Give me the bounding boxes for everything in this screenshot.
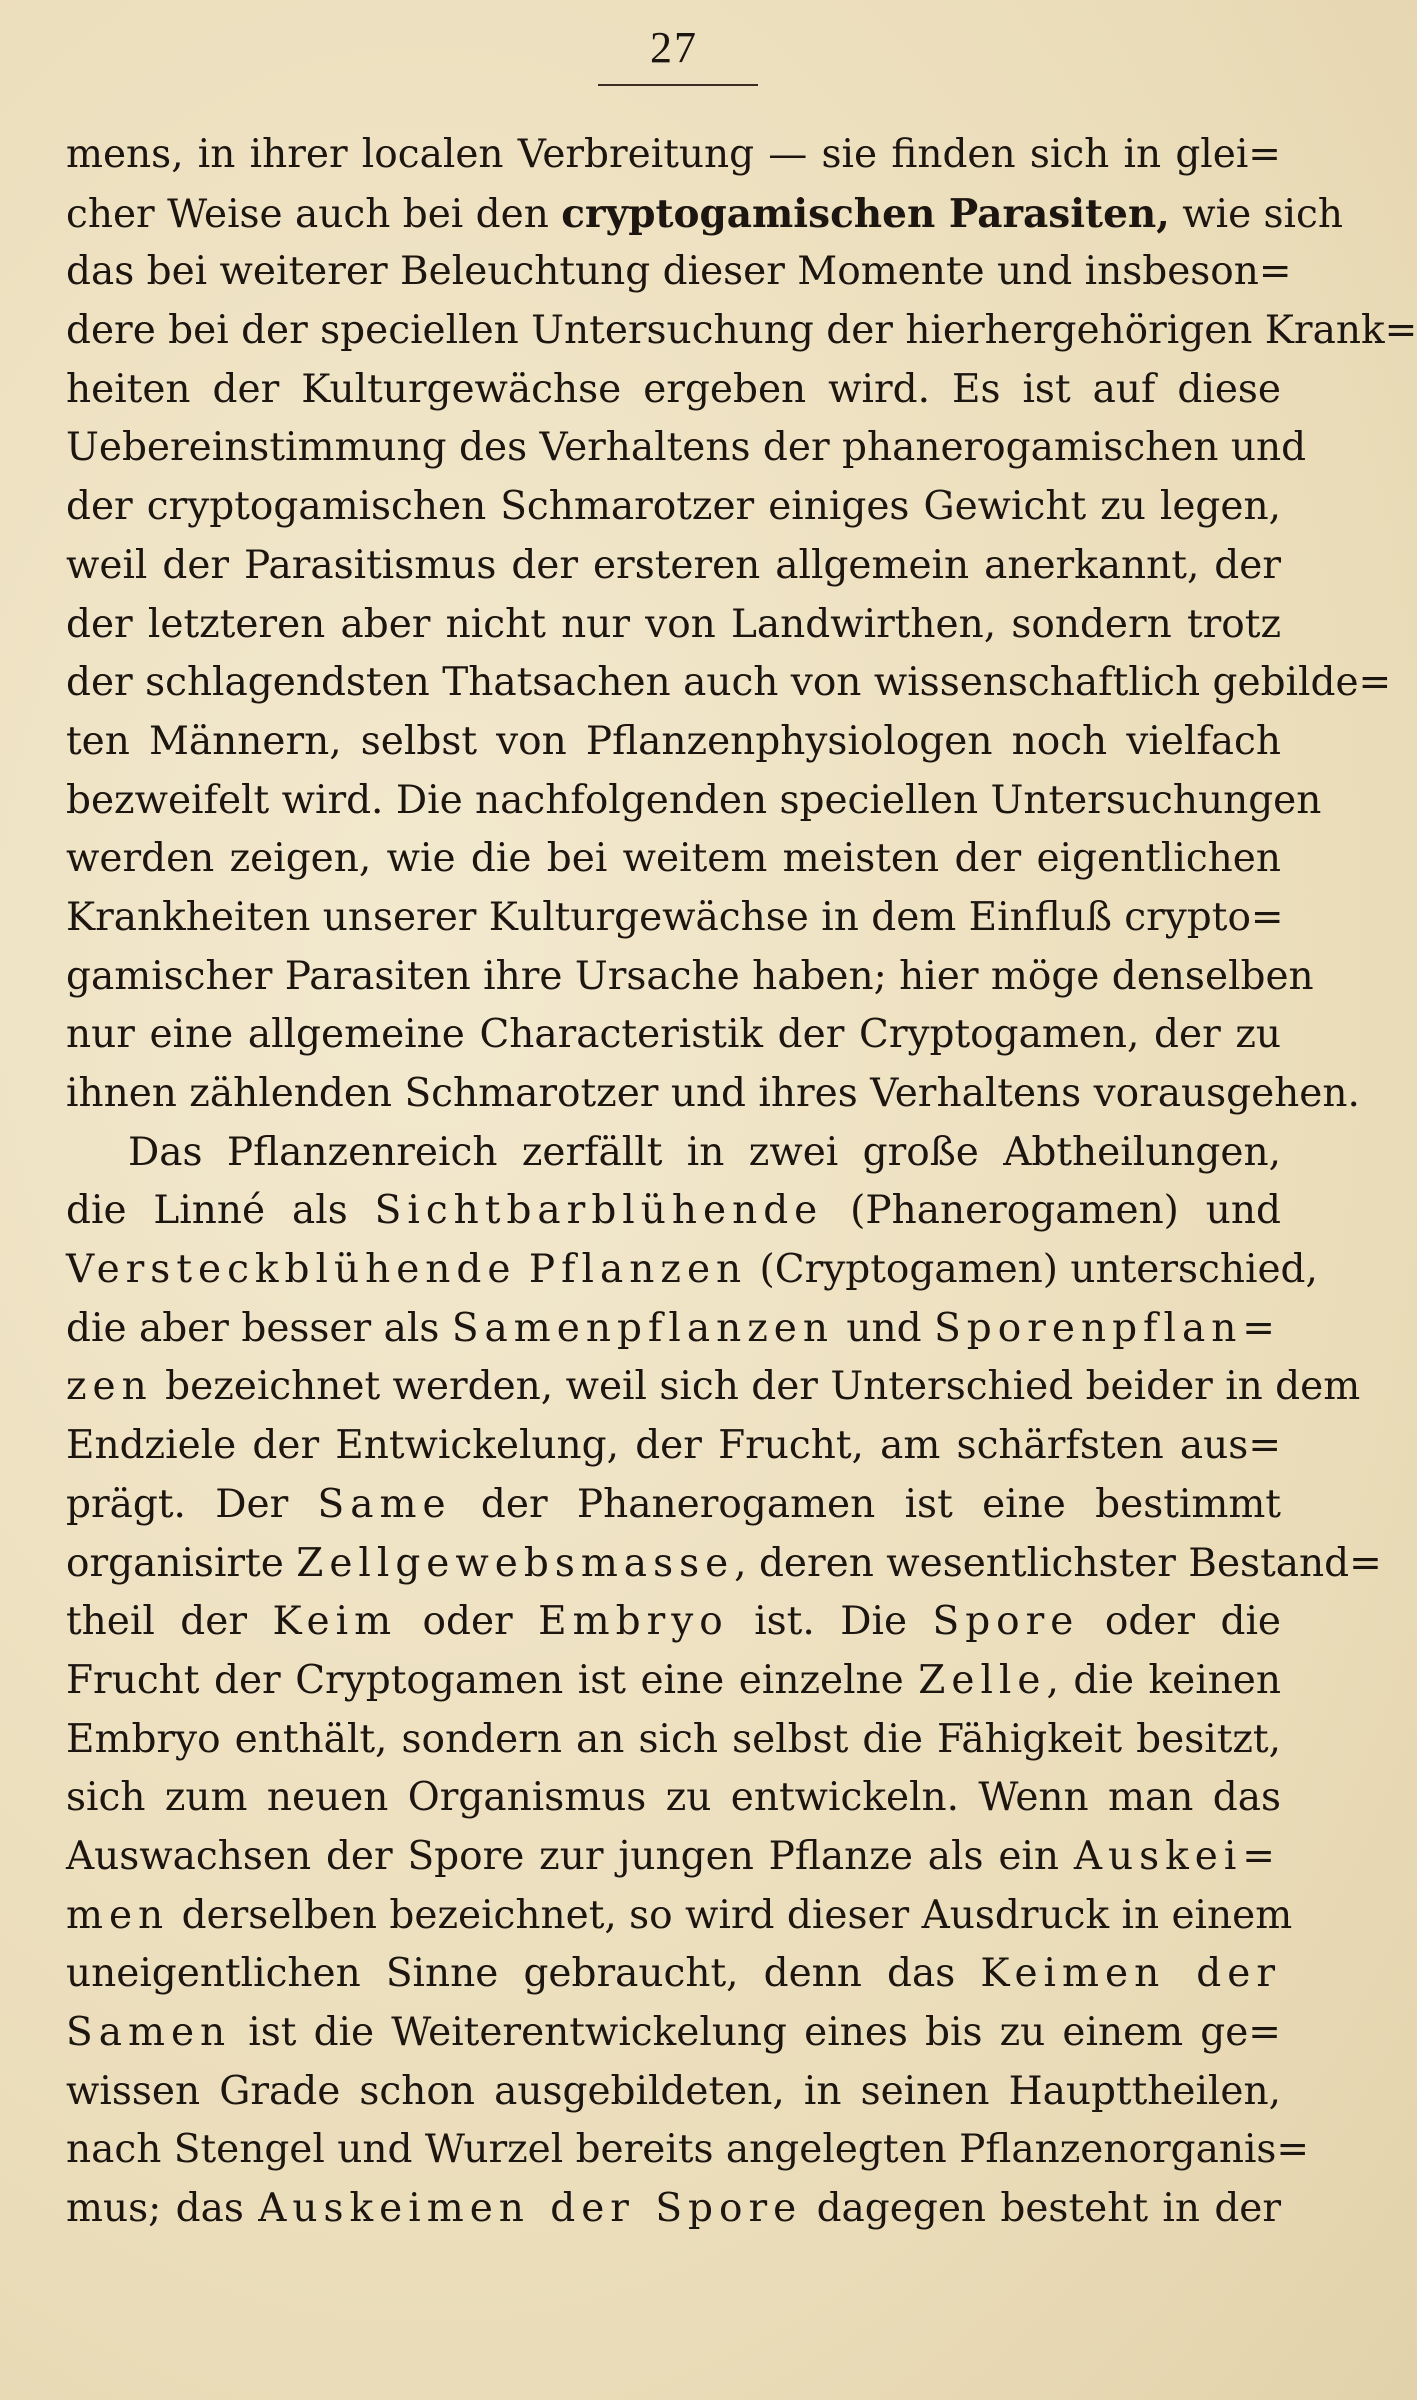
- text-span: Auswachsen der Spore zur jungen Pflanze als ein: [66, 1833, 1074, 1879]
- spaced-term: Keimen der: [980, 1951, 1281, 1997]
- spaced-term: Samenpflanzen: [451, 1305, 834, 1351]
- text-line: dere bei der speciellen Untersuchung der hierhergehörigen Krank=: [66, 308, 1417, 354]
- text-line: [66, 1535, 1382, 1594]
- spaced-term: Spore: [932, 1599, 1080, 1645]
- spaced-term: Zelle: [918, 1657, 1047, 1703]
- text-line: sich zum neuen Organismus zu entwickeln. Wenn man das: [66, 1775, 1281, 1821]
- page-number: 27: [650, 23, 698, 72]
- text-span: Frucht der Cryptogamen ist eine einzelne: [66, 1657, 919, 1703]
- body-text: [66, 126, 1417, 2239]
- text-line: [66, 1828, 1281, 1887]
- text-line: Krankheiten unserer Kulturgewächse in dem Einfluß crypto=: [66, 894, 1284, 940]
- text-line: nach Stengel und Wurzel bereits angelegten Pflanzenorganis=: [66, 2127, 1310, 2173]
- text-span: dagegen besteht in der: [802, 2186, 1282, 2232]
- text-line: bezweifelt wird. Die nachfolgenden speciellen Untersuchungen: [66, 777, 1322, 823]
- spaced-term: Keim: [272, 1599, 398, 1645]
- text-span: und: [833, 1305, 935, 1351]
- text-span: bezeichnet werden, weil sich der Unterschied beider in dem: [152, 1364, 1361, 1410]
- spaced-term: Auskei=: [1073, 1833, 1281, 1879]
- text-line: [66, 1887, 1293, 1946]
- text-line: gamischer Parasiten ihre Ursache haben; hier möge denselben: [66, 953, 1314, 999]
- spaced-term: Sporenpflan=: [934, 1305, 1281, 1351]
- text-line: der cryptogamischen Schmarotzer einiges Gewicht zu legen,: [66, 484, 1281, 530]
- text-span: oder die: [1079, 1599, 1281, 1645]
- text-line: heiten der Kulturgewächse ergeben wird. Es ist auf diese: [66, 366, 1281, 412]
- text-line: [66, 1652, 1281, 1711]
- text-span: ist. Die: [728, 1599, 933, 1645]
- bold-term: cryptogamischen Parasiten,: [561, 190, 1170, 237]
- spaced-term: zen: [66, 1364, 153, 1410]
- text-span: der Phanerogamen ist eine bestimmt: [451, 1481, 1281, 1527]
- text-line: [66, 2004, 1281, 2063]
- text-line: [66, 1358, 1361, 1417]
- text-line: weil der Parasitismus der ersteren allgemein anerkannt, der: [66, 542, 1281, 588]
- text-span: die Linné als: [66, 1188, 375, 1234]
- text-line: ihnen zählenden Schmarotzer und ihres Verhaltens vorausgehen.: [66, 1071, 1360, 1116]
- text-span: cher Weise auch bei den: [66, 191, 562, 237]
- text-line: mens, in ihrer localen Verbreitung — sie finden sich in glei=: [66, 132, 1281, 177]
- text-span: prägt. Der: [66, 1481, 318, 1527]
- text-span: theil der: [66, 1599, 273, 1645]
- text-line: [66, 1476, 1281, 1535]
- text-span: derselben bezeichnet, so wird dieser Ausdruck in einem: [169, 1892, 1293, 1938]
- text-line: nur eine allgemeine Characteristik der Cryptogamen, der zu: [66, 1012, 1281, 1058]
- spaced-term: Zellgewebsmasse: [296, 1540, 735, 1586]
- spaced-term: men: [66, 1892, 170, 1938]
- text-line: [66, 1945, 1281, 2004]
- text-line: der letzteren aber nicht nur von Landwirthen, sondern trotz: [66, 601, 1281, 647]
- text-span: mus; das: [66, 2186, 259, 2232]
- spaced-term: Versteckblühende: [66, 1247, 517, 1293]
- spaced-term: Auskeimen der Spore: [258, 2186, 803, 2232]
- text-span: oder: [397, 1599, 539, 1645]
- text-span: , deren wesentlichster Bestand=: [734, 1540, 1382, 1586]
- text-span: wie sich: [1169, 191, 1343, 237]
- text-line: der schlagendsten Thatsachen auch von wissenschaftlich gebilde=: [66, 660, 1392, 706]
- spaced-term: Pflanzen: [528, 1247, 748, 1293]
- page-number-rule: [598, 84, 758, 86]
- text-line: werden zeigen, wie die bei weitem meisten der eigentlichen: [66, 836, 1281, 882]
- text-span: , die keinen: [1046, 1657, 1281, 1703]
- text-line: [66, 1593, 1281, 1652]
- text-line: Embryo enthält, sondern an sich selbst die Fähigkeit besitzt,: [66, 1716, 1281, 1762]
- spaced-term: Sichtbarblühende: [374, 1188, 824, 1234]
- text-line: ten Männern, selbst von Pflanzenphysiologen noch vielfach: [66, 718, 1281, 764]
- text-span: uneigentlichen Sinne gebraucht, denn das: [66, 1951, 981, 1997]
- text-span: (Phanerogamen) und: [823, 1188, 1281, 1234]
- spaced-term: Embryo: [538, 1599, 729, 1645]
- text-line: [66, 185, 1343, 244]
- text-span: die aber besser als: [66, 1305, 452, 1351]
- text-line: Uebereinstimmung des Verhaltens der phanerogamischen und: [66, 425, 1307, 471]
- text-line: Das Pflanzenreich zerfällt in zwei große Abtheilungen,: [128, 1129, 1281, 1175]
- text-span: organisirte: [66, 1540, 297, 1586]
- spaced-term: Same: [317, 1481, 452, 1527]
- text-line: [66, 1241, 1318, 1300]
- text-line: das bei weiterer Beleuchtung dieser Momente und insbeson=: [66, 249, 1292, 295]
- text-line: [66, 2180, 1281, 2239]
- text-line: [66, 1182, 1281, 1241]
- text-span: ist die Weiterentwickelung eines bis zu einem ge=: [231, 2010, 1281, 2055]
- text-line: [66, 1300, 1281, 1359]
- text-span: [516, 1247, 528, 1292]
- text-line: Endziele der Entwickelung, der Frucht, am schärfsten aus=: [66, 1423, 1281, 1469]
- text-line: wissen Grade schon ausgebildeten, in seinen Haupttheilen,: [66, 2068, 1281, 2114]
- text-span: (Cryptogamen) unterschied,: [747, 1247, 1318, 1293]
- spaced-term: Samen: [66, 2010, 232, 2055]
